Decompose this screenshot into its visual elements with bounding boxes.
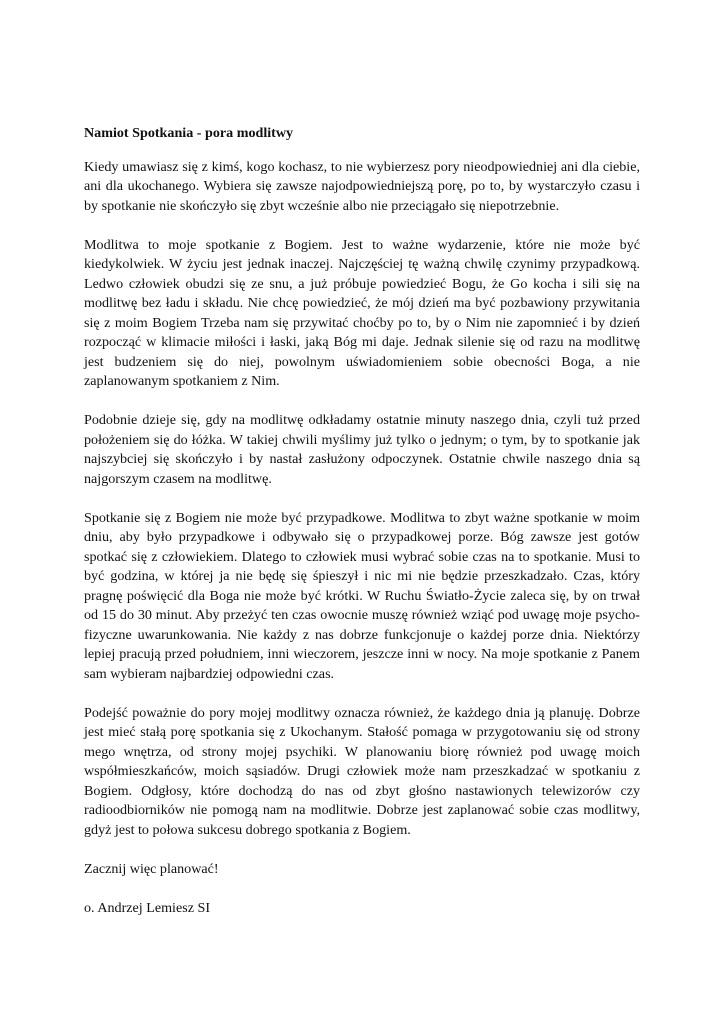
paragraph-4: Spotkanie się z Bogiem nie może być przypadkowe. Modlitwa to zbyt ważne spotkanie w moim dniu, aby było przypadkowe i odbywało się o przypadkowej porze. Bóg zawsze jest gotów spotkać się z człowiekiem. Dlatego to człowiek musi wybrać sobie czas na to spotkanie. Musi to być godzina, w której ja nie będę się śpieszył i nic mi nie będzie przeszkadzało. Czas, który pragnę poświęcić dla Boga nie może być krótki. W Ruchu Światło-Życie zaleca się, by on trwał od 15 do 30 minut. Aby przeżyć ten czas owocnie muszę również wziąć pod uwagę moje psycho-fizyczne uwarunkowania. Nie każdy z nas dobrze funkcjonuje o każdej porze dnia. Niektórzy lepiej pracują przed południem, inni wieczorem, jeszcze inni w nocy. Na moje spotkanie z Panem sam wybieram najbardziej odpowiedni czas.: [84, 509, 640, 682]
paragraph-5: Podejść poważnie do pory mojej modlitwy oznacza również, że każdego dnia ją planuję. Dobrze jest mieć stałą porę spotkania się z Ukochanym. Stałość pomaga w przygotowaniu się od strony mego wnętrza, od strony mojej psychiki. W planowaniu biorę również pod uwagę moich współmieszkańców, moich sąsiadów. Drugi człowiek może nam przeszkadzać w spotkaniu z Bogiem. Odgłosy, które dochodzą do nas od zbyt głośno nastawionych telewizorów czy radioodbiorników nie pomogą nam na modlitwie. Dobrze jest zaplanować sobie czas modlitwy, gdyż jest to połowa sukcesu dobrego spotkania z Bogiem.: [84, 704, 640, 838]
paragraph-1: Kiedy umawiasz się z kimś, kogo kochasz, to nie wybierzesz pory nieodpowiedniej ani dla ciebie, ani dla ukochanego. Wybiera się zawsze najodpowiedniejszą porę, po to, by wystarczyło czasu i by spotkanie nie skończyło się zbyt wcześnie albo nie przeciągało się niepotrzebnie.: [84, 158, 640, 214]
document-page: [84, 124, 640, 938]
paragraph-2: Modlitwa to moje spotkanie z Bogiem. Jest to ważne wydarzenie, które nie może być kiedykolwiek. W życiu jest jednak inaczej. Najczęściej tę ważną chwilę czynimy przypadkową. Ledwo człowiek obudzi się ze snu, a już próbuje powiedzieć Bogu, że Go kocha i sili się na modlitwę bez ładu i składu. Nie chcę powiedzieć, że mój dzień ma być pozbawiony przywitania się z moim Bogiem Trzeba nam się przywitać choćby po to, by o Nim nie zapomnieć i by dzień rozpocząć w klimacie miłości i łaski, jaką Bóg mi daje. Jednak silenie się od razu na modlitwę jest budzeniem się do niej, powolnym uświadomieniem sobie obecności Boga, a nie zaplanowanym spotkaniem z Nim.: [84, 236, 640, 389]
document-title: Namiot Spotkania - pora modlitwy: [84, 125, 294, 141]
author-signature: o. Andrzej Lemiesz SI: [84, 899, 211, 916]
closing-line: Zacznij więc planować!: [84, 860, 219, 877]
paragraph-3: Podobnie dzieje się, gdy na modlitwę odkładamy ostatnie minuty naszego dnia, czyli tuż przed położeniem się do łóżka. W takiej chwili myślimy już tylko o jednym; o tym, by to spotkanie jak najszybciej się skończyło i by nastał zasłużony odpoczynek. Ostatnie chwile naszego dnia są najgorszym czasem na modlitwę.: [84, 412, 640, 487]
